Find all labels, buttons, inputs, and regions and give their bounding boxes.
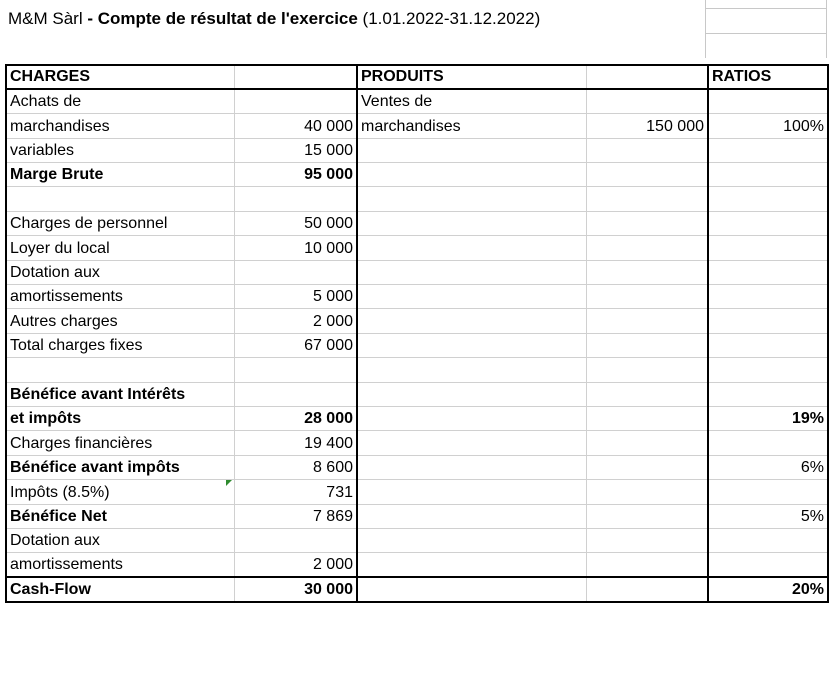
cell[interactable]: [586, 577, 708, 601]
cell[interactable]: [586, 187, 708, 211]
cell[interactable]: [234, 528, 357, 552]
financieres-value[interactable]: 19 400: [234, 431, 357, 455]
cell[interactable]: [586, 333, 708, 357]
ventes-ratio[interactable]: 100%: [708, 114, 828, 138]
variables-label[interactable]: variables: [6, 138, 234, 162]
bai-label[interactable]: Bénéfice avant impôts: [6, 455, 234, 479]
cell[interactable]: [234, 187, 357, 211]
cell[interactable]: [708, 138, 828, 162]
table-row: [6, 285, 828, 309]
dotation2-label-line2[interactable]: amortissements: [6, 553, 234, 577]
cell[interactable]: [708, 382, 828, 406]
net-ratio[interactable]: 5%: [708, 504, 828, 528]
ventes-label-line2[interactable]: marchandises: [357, 114, 586, 138]
table-row: [6, 333, 828, 357]
achats-label-line1[interactable]: Achats de: [6, 89, 234, 113]
net-value[interactable]: 7 869: [234, 504, 357, 528]
personnel-label[interactable]: Charges de personnel: [6, 211, 234, 235]
cell[interactable]: [708, 309, 828, 333]
table-row: [6, 114, 828, 138]
header-row: [6, 65, 828, 89]
total-fixes-label[interactable]: Total charges fixes: [6, 333, 234, 357]
cashflow-label[interactable]: Cash-Flow: [6, 577, 234, 601]
ventes-label-line1[interactable]: Ventes de: [357, 89, 586, 113]
cell[interactable]: [586, 163, 708, 187]
impots-label-text: Impôts (8.5%): [10, 483, 110, 501]
cell[interactable]: [357, 138, 586, 162]
cell[interactable]: [357, 333, 586, 357]
cell[interactable]: [357, 406, 586, 430]
table-row-empty: [6, 358, 828, 382]
cell[interactable]: [586, 285, 708, 309]
achats-label-line2[interactable]: marchandises: [6, 114, 234, 138]
table-row: [6, 431, 828, 455]
cell[interactable]: [357, 577, 586, 601]
total-fixes-value[interactable]: 67 000: [234, 333, 357, 357]
bait-ratio[interactable]: 19%: [708, 406, 828, 430]
marge-label[interactable]: Marge Brute: [6, 163, 234, 187]
cell[interactable]: [586, 89, 708, 113]
cell[interactable]: [357, 358, 586, 382]
cell[interactable]: [708, 480, 828, 504]
cell[interactable]: [586, 406, 708, 430]
bait-label-line1[interactable]: Bénéfice avant Intérêts: [6, 382, 234, 406]
dotation1-label-line2[interactable]: amortissements: [6, 285, 234, 309]
empty-cells-top-right[interactable]: [706, 0, 827, 58]
table-row: [6, 455, 828, 479]
cell[interactable]: [708, 187, 828, 211]
cell[interactable]: [586, 358, 708, 382]
cell[interactable]: [586, 236, 708, 260]
title-period: (1.01.2022-31.12.2022): [357, 9, 541, 28]
table-row: [6, 309, 828, 333]
title-area: [0, 0, 706, 58]
ventes-value[interactable]: 150 000: [586, 114, 708, 138]
cell[interactable]: [708, 528, 828, 552]
personnel-value[interactable]: 50 000: [234, 211, 357, 235]
table-row-total: [6, 577, 828, 601]
gridline: [826, 0, 827, 58]
cell[interactable]: [234, 358, 357, 382]
table-row: [6, 382, 828, 406]
header-ratios[interactable]: RATIOS: [708, 65, 828, 89]
cell[interactable]: [357, 236, 586, 260]
cell[interactable]: [586, 455, 708, 479]
cell[interactable]: [357, 260, 586, 284]
loyer-label[interactable]: Loyer du local: [6, 236, 234, 260]
table-row: [6, 480, 828, 504]
cell[interactable]: [708, 236, 828, 260]
header-charges[interactable]: CHARGES: [6, 65, 234, 89]
cashflow-value[interactable]: 30 000: [234, 577, 357, 601]
cell[interactable]: [357, 163, 586, 187]
cell[interactable]: [357, 553, 586, 577]
dotation2-value[interactable]: 2 000: [234, 553, 357, 577]
achats-value[interactable]: 40 000: [234, 114, 357, 138]
bait-label-line2[interactable]: et impôts: [6, 406, 234, 430]
marge-value[interactable]: 95 000: [234, 163, 357, 187]
autres-label[interactable]: Autres charges: [6, 309, 234, 333]
title-dash: -: [82, 9, 98, 28]
cell[interactable]: [6, 187, 234, 211]
cell[interactable]: [357, 285, 586, 309]
cashflow-ratio[interactable]: 20%: [708, 577, 828, 601]
table-row: [6, 260, 828, 284]
table-row: [6, 406, 828, 430]
table-row: [6, 504, 828, 528]
dotation1-value[interactable]: 5 000: [234, 285, 357, 309]
cell[interactable]: [708, 285, 828, 309]
loyer-value[interactable]: 10 000: [234, 236, 357, 260]
cell[interactable]: [357, 309, 586, 333]
cell[interactable]: [586, 480, 708, 504]
financieres-label[interactable]: Charges financières: [6, 431, 234, 455]
variables-value[interactable]: 15 000: [234, 138, 357, 162]
title-heading: Compte de résultat de l'exercice: [97, 9, 358, 28]
dotation1-label-line1[interactable]: Dotation aux: [6, 260, 234, 284]
cell[interactable]: [708, 553, 828, 577]
cell[interactable]: [357, 455, 586, 479]
gridline: [706, 8, 827, 9]
cell[interactable]: [586, 211, 708, 235]
cell[interactable]: [234, 89, 357, 113]
cell[interactable]: [357, 187, 586, 211]
cell[interactable]: [708, 333, 828, 357]
table-row: [6, 211, 828, 235]
net-label[interactable]: Bénéfice Net: [6, 504, 234, 528]
cell[interactable]: [708, 358, 828, 382]
cell[interactable]: [6, 358, 234, 382]
cell[interactable]: [357, 528, 586, 552]
table-row: [6, 553, 828, 577]
table-row: [6, 163, 828, 187]
sheet-title: [8, 9, 540, 29]
cell[interactable]: [586, 431, 708, 455]
income-statement-table: [5, 64, 829, 603]
cell[interactable]: [586, 382, 708, 406]
cell[interactable]: [708, 211, 828, 235]
gridline: [706, 33, 827, 34]
company-name: M&M Sàrl: [8, 9, 83, 28]
table-row: [6, 528, 828, 552]
impots-label[interactable]: [6, 480, 234, 504]
table-row: [6, 138, 828, 162]
cell[interactable]: [234, 382, 357, 406]
cell[interactable]: [708, 163, 828, 187]
dotation2-label-line1[interactable]: Dotation aux: [6, 528, 234, 552]
cell[interactable]: [357, 431, 586, 455]
table-row: [6, 89, 828, 113]
autres-value[interactable]: 2 000: [234, 309, 357, 333]
cell[interactable]: [234, 65, 357, 89]
cell[interactable]: [708, 89, 828, 113]
cell[interactable]: [586, 65, 708, 89]
cell[interactable]: [586, 260, 708, 284]
bait-value[interactable]: 28 000: [234, 406, 357, 430]
header-produits[interactable]: PRODUITS: [357, 65, 586, 89]
comment-indicator-icon[interactable]: [226, 480, 233, 487]
cell[interactable]: [708, 431, 828, 455]
cell[interactable]: [586, 138, 708, 162]
cell[interactable]: [357, 504, 586, 528]
cell[interactable]: [708, 260, 828, 284]
cell[interactable]: [586, 553, 708, 577]
cell[interactable]: [357, 480, 586, 504]
cell[interactable]: [357, 211, 586, 235]
cell[interactable]: [586, 309, 708, 333]
bai-ratio[interactable]: 6%: [708, 455, 828, 479]
table-row: [6, 236, 828, 260]
cell[interactable]: [586, 504, 708, 528]
impots-value[interactable]: 731: [234, 480, 357, 504]
cell[interactable]: [586, 528, 708, 552]
table-row-empty: [6, 187, 828, 211]
cell[interactable]: [357, 382, 586, 406]
cell[interactable]: [234, 260, 357, 284]
bai-value[interactable]: 8 600: [234, 455, 357, 479]
